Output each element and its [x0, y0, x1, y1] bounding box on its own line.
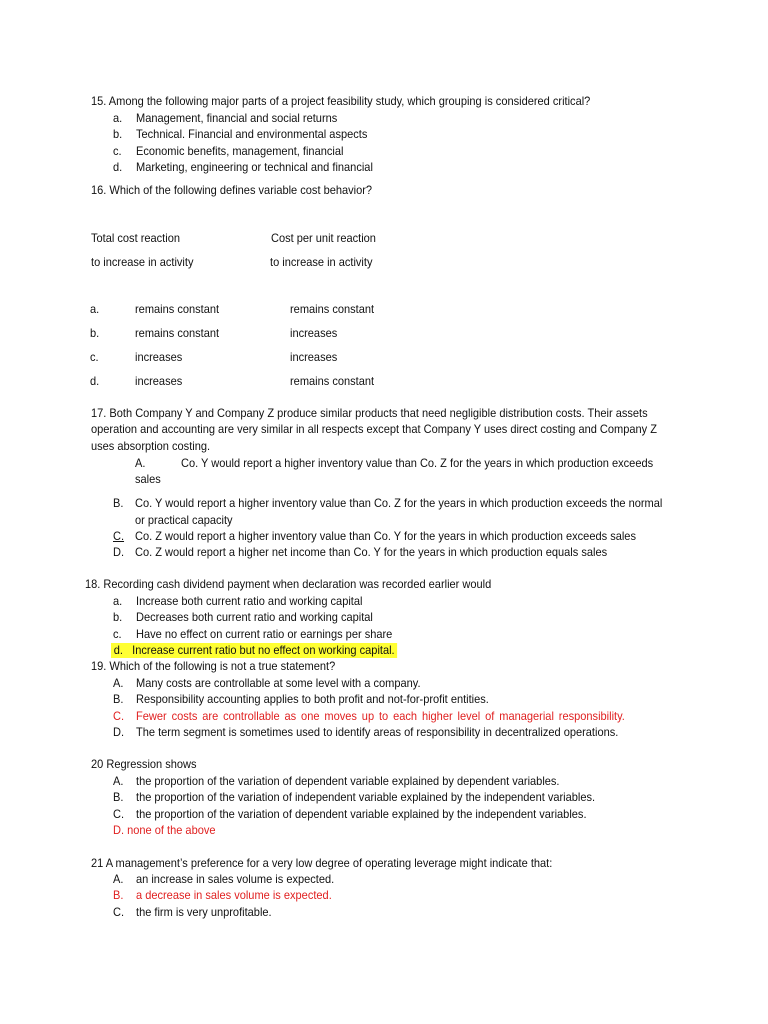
q20-option-b-letter: B. [113, 790, 124, 804]
q17-option-b-text: Co. Y would report a higher inventory value than Co. Z for the years in which production exceeds the normal [135, 496, 663, 510]
q16-row-d-letter: d. [90, 374, 100, 388]
q16-header-col1-line1: Total cost reaction [91, 231, 180, 245]
q21-option-b-text: a decrease in sales volume is expected. [136, 888, 332, 902]
q17-option-b-letter: B. [113, 496, 124, 510]
q18-option-d-text: Increase current ratio but no effect on working capital. [132, 643, 395, 657]
q16-question: 16. Which of the following defines variable cost behavior? [91, 183, 373, 197]
q21-option-a-letter: A. [113, 872, 124, 886]
q16-row-c-per-unit: increases [290, 350, 338, 364]
q20-option-b-text: the proportion of the variation of independent variable explained by the independent variables. [136, 790, 596, 804]
q18-option-b-text: Decreases both current ratio and working capital [136, 610, 373, 624]
q16-header-col2-line2: to increase in activity [270, 255, 373, 269]
q17-option-a-letter: A. [135, 456, 146, 470]
q20-option-c-text: the proportion of the variation of dependent variable explained by the independent variables. [136, 807, 587, 821]
q15-option-d-letter: d. [113, 160, 123, 174]
q17-option-a-text-cont: sales [135, 472, 161, 486]
q17-option-c-letter: C. [113, 529, 125, 543]
q17-option-a-text: Co. Y would report a higher inventory value than Co. Z for the years in which production exceeds [181, 456, 654, 470]
q21-option-b-letter: B. [113, 888, 124, 902]
q16-row-a-total: remains constant [135, 302, 220, 316]
q20-option-a-letter: A. [113, 774, 124, 788]
q18-option-a-letter: a. [113, 594, 123, 608]
q19-option-a-letter: A. [113, 676, 124, 690]
q18-option-c-letter: c. [113, 627, 122, 641]
q18-option-d-letter: d. [113, 643, 123, 657]
q19-question: 19. Which of the following is not a true statement? [91, 659, 336, 673]
q15-option-c-letter: c. [113, 144, 122, 158]
q17-question-line1: 17. Both Company Y and Company Z produce similar products that need negligible distribution costs. Their assets [91, 406, 648, 420]
q18-option-d-highlighted [111, 643, 397, 658]
q20-option-c-letter: C. [113, 807, 125, 821]
q21-option-a-text: an increase in sales volume is expected. [136, 872, 335, 886]
q16-row-d-per-unit: remains constant [290, 374, 375, 388]
q16-row-b-per-unit: increases [290, 326, 338, 340]
q20-option-a-text: the proportion of the variation of dependent variable explained by dependent variables. [136, 774, 560, 788]
q21-option-c-letter: C. [113, 905, 125, 919]
q19-option-b-text: Responsibility accounting applies to both profit and not-for-profit entities. [136, 692, 489, 706]
q18-option-a-text: Increase both current ratio and working capital [136, 594, 363, 608]
q16-row-a-letter: a. [90, 302, 100, 316]
q15-option-b-letter: b. [113, 127, 123, 141]
q17-question-line3: uses absorption costing. [91, 439, 211, 453]
q19-option-c-letter: C. [113, 709, 125, 723]
q15-option-a-letter: a. [113, 111, 123, 125]
q19-option-a-text: Many costs are controllable at some level with a company. [136, 676, 421, 690]
q20-question: 20 Regression shows [91, 757, 197, 771]
q21-option-c-text: the firm is very unprofitable. [136, 905, 272, 919]
q19-option-b-letter: B. [113, 692, 124, 706]
q19-option-d-text: The term segment is sometimes used to identify areas of responsibility in decentralized operations. [136, 725, 619, 739]
q19-option-c-text: Fewer costs are controllable as one moves up to each higher level of managerial responsibility. [136, 709, 625, 723]
q17-option-d-text: Co. Z would report a higher net income than Co. Y for the years in which production equals sales [135, 545, 608, 559]
q20-option-d: D. none of the above [113, 823, 216, 837]
q17-option-b-text-cont: or practical capacity [135, 513, 233, 527]
q16-row-c-letter: c. [90, 350, 99, 364]
q16-header-col1-line2: to increase in activity [91, 255, 194, 269]
q17-question-line2: operation and accounting are very similar in all respects except that Company Y uses direct costing and Company Z [91, 422, 658, 436]
q21-question: 21 A management’s preference for a very low degree of operating leverage might indicate that: [91, 856, 553, 870]
q15-option-c-text: Economic benefits, management, financial [136, 144, 344, 158]
q15-option-a-text: Management, financial and social returns [136, 111, 338, 125]
q16-row-b-total: remains constant [135, 326, 220, 340]
q15-option-b-text: Technical. Financial and environmental aspects [136, 127, 368, 141]
q15-option-d-text: Marketing, engineering or technical and financial [136, 160, 373, 174]
q16-row-b-letter: b. [90, 326, 100, 340]
q17-option-d-letter: D. [113, 545, 125, 559]
q18-option-c-text: Have no effect on current ratio or earnings per share [136, 627, 393, 641]
q18-option-b-letter: b. [113, 610, 123, 624]
q16-header-col2-line1: Cost per unit reaction [271, 231, 376, 245]
q16-row-d-total: increases [135, 374, 183, 388]
q16-row-c-total: increases [135, 350, 183, 364]
q16-row-a-per-unit: remains constant [290, 302, 375, 316]
q15-question: 15. Among the following major parts of a project feasibility study, which grouping is considered critical? [91, 94, 591, 108]
q17-option-c-text: Co. Z would report a higher inventory value than Co. Y for the years in which production exceeds sales [135, 529, 636, 543]
q18-question: 18. Recording cash dividend payment when declaration was recorded earlier would [85, 577, 492, 591]
q19-option-d-letter: D. [113, 725, 125, 739]
